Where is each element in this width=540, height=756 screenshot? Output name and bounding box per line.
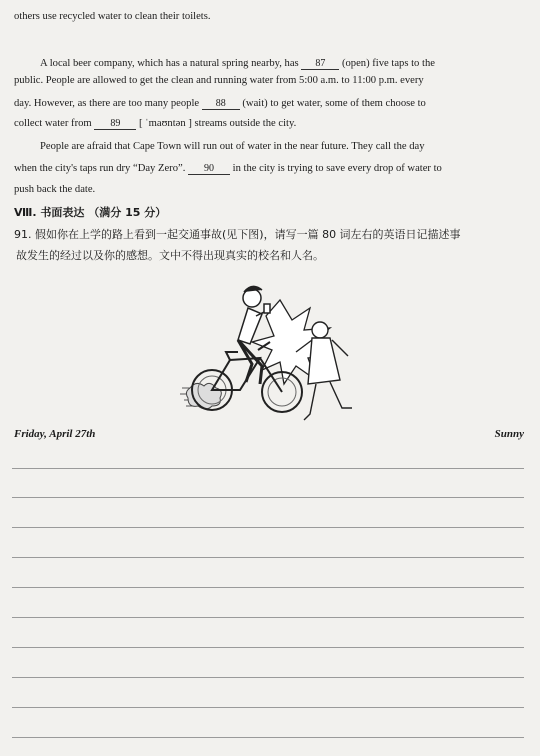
writing-line[interactable] (12, 497, 524, 498)
writing-line[interactable] (12, 677, 524, 678)
writing-line[interactable] (12, 468, 524, 469)
passage-line-5 (14, 117, 520, 131)
writing-line[interactable] (12, 557, 524, 558)
writing-line[interactable] (12, 647, 524, 648)
passage-text: collect water from (14, 118, 92, 129)
diary-date: Friday, April 27th (14, 428, 96, 440)
passage-text: People are afraid that Cape Town will run out of water in the near future. They call the day (40, 141, 425, 152)
question-91-line-2: 故发生的经过以及你的感想。文中不得出现真实的校名和人名。 (16, 249, 324, 262)
writing-line[interactable] (12, 617, 524, 618)
diary-weather: Sunny (494, 428, 524, 440)
accident-illustration (180, 280, 380, 430)
blank-90[interactable]: 90 (188, 163, 230, 175)
writing-line[interactable] (12, 707, 524, 708)
passage-line-1 (14, 10, 520, 24)
passage-line-8 (14, 183, 520, 197)
diary-header (14, 428, 524, 440)
passage-line-4 (14, 97, 520, 111)
passage-text: when the city's taps run dry “Day Zero”. (14, 163, 186, 174)
passage-line-6 (40, 140, 520, 154)
passage-text: (wait) to get water, some of them choose to (242, 98, 426, 109)
blank-87[interactable]: 87 (301, 58, 339, 70)
passage-line-2 (40, 57, 520, 71)
passage-text: (open) five taps to the (341, 58, 435, 69)
question-91-line-1: 91. 假如你在上学的路上看到一起交通事故(见下图)，请写一篇 80 词左右的英语日记描述事 (14, 228, 461, 241)
passage-line-7 (14, 162, 520, 176)
writing-line[interactable] (12, 737, 524, 738)
writing-line[interactable] (12, 587, 524, 588)
passage-text: day. However, as there are too many people (14, 98, 200, 109)
writing-line[interactable] (12, 527, 524, 528)
blank-88[interactable]: 88 (202, 98, 240, 110)
phonetic-hint: [ ˈmaʊntən ] (138, 118, 192, 129)
section-title: Ⅷ. 书面表达 （满分 15 分） (14, 206, 167, 219)
blank-89[interactable]: 89 (94, 118, 136, 130)
passage-line-3 (14, 74, 520, 88)
passage-text: streams outside the city. (194, 118, 297, 129)
passage-text: others use recycled water to clean their toilets. (14, 11, 211, 22)
passage-text: push back the date. (14, 184, 96, 195)
passage-text: in the city is trying to save every drop of water to (232, 163, 442, 174)
passage-text: public. People are allowed to get the clean and running water from 5:00 a.m. to 11:00 p.m. every (14, 75, 424, 86)
passage-text: A local beer company, which has a natural spring nearby, has (40, 58, 299, 69)
